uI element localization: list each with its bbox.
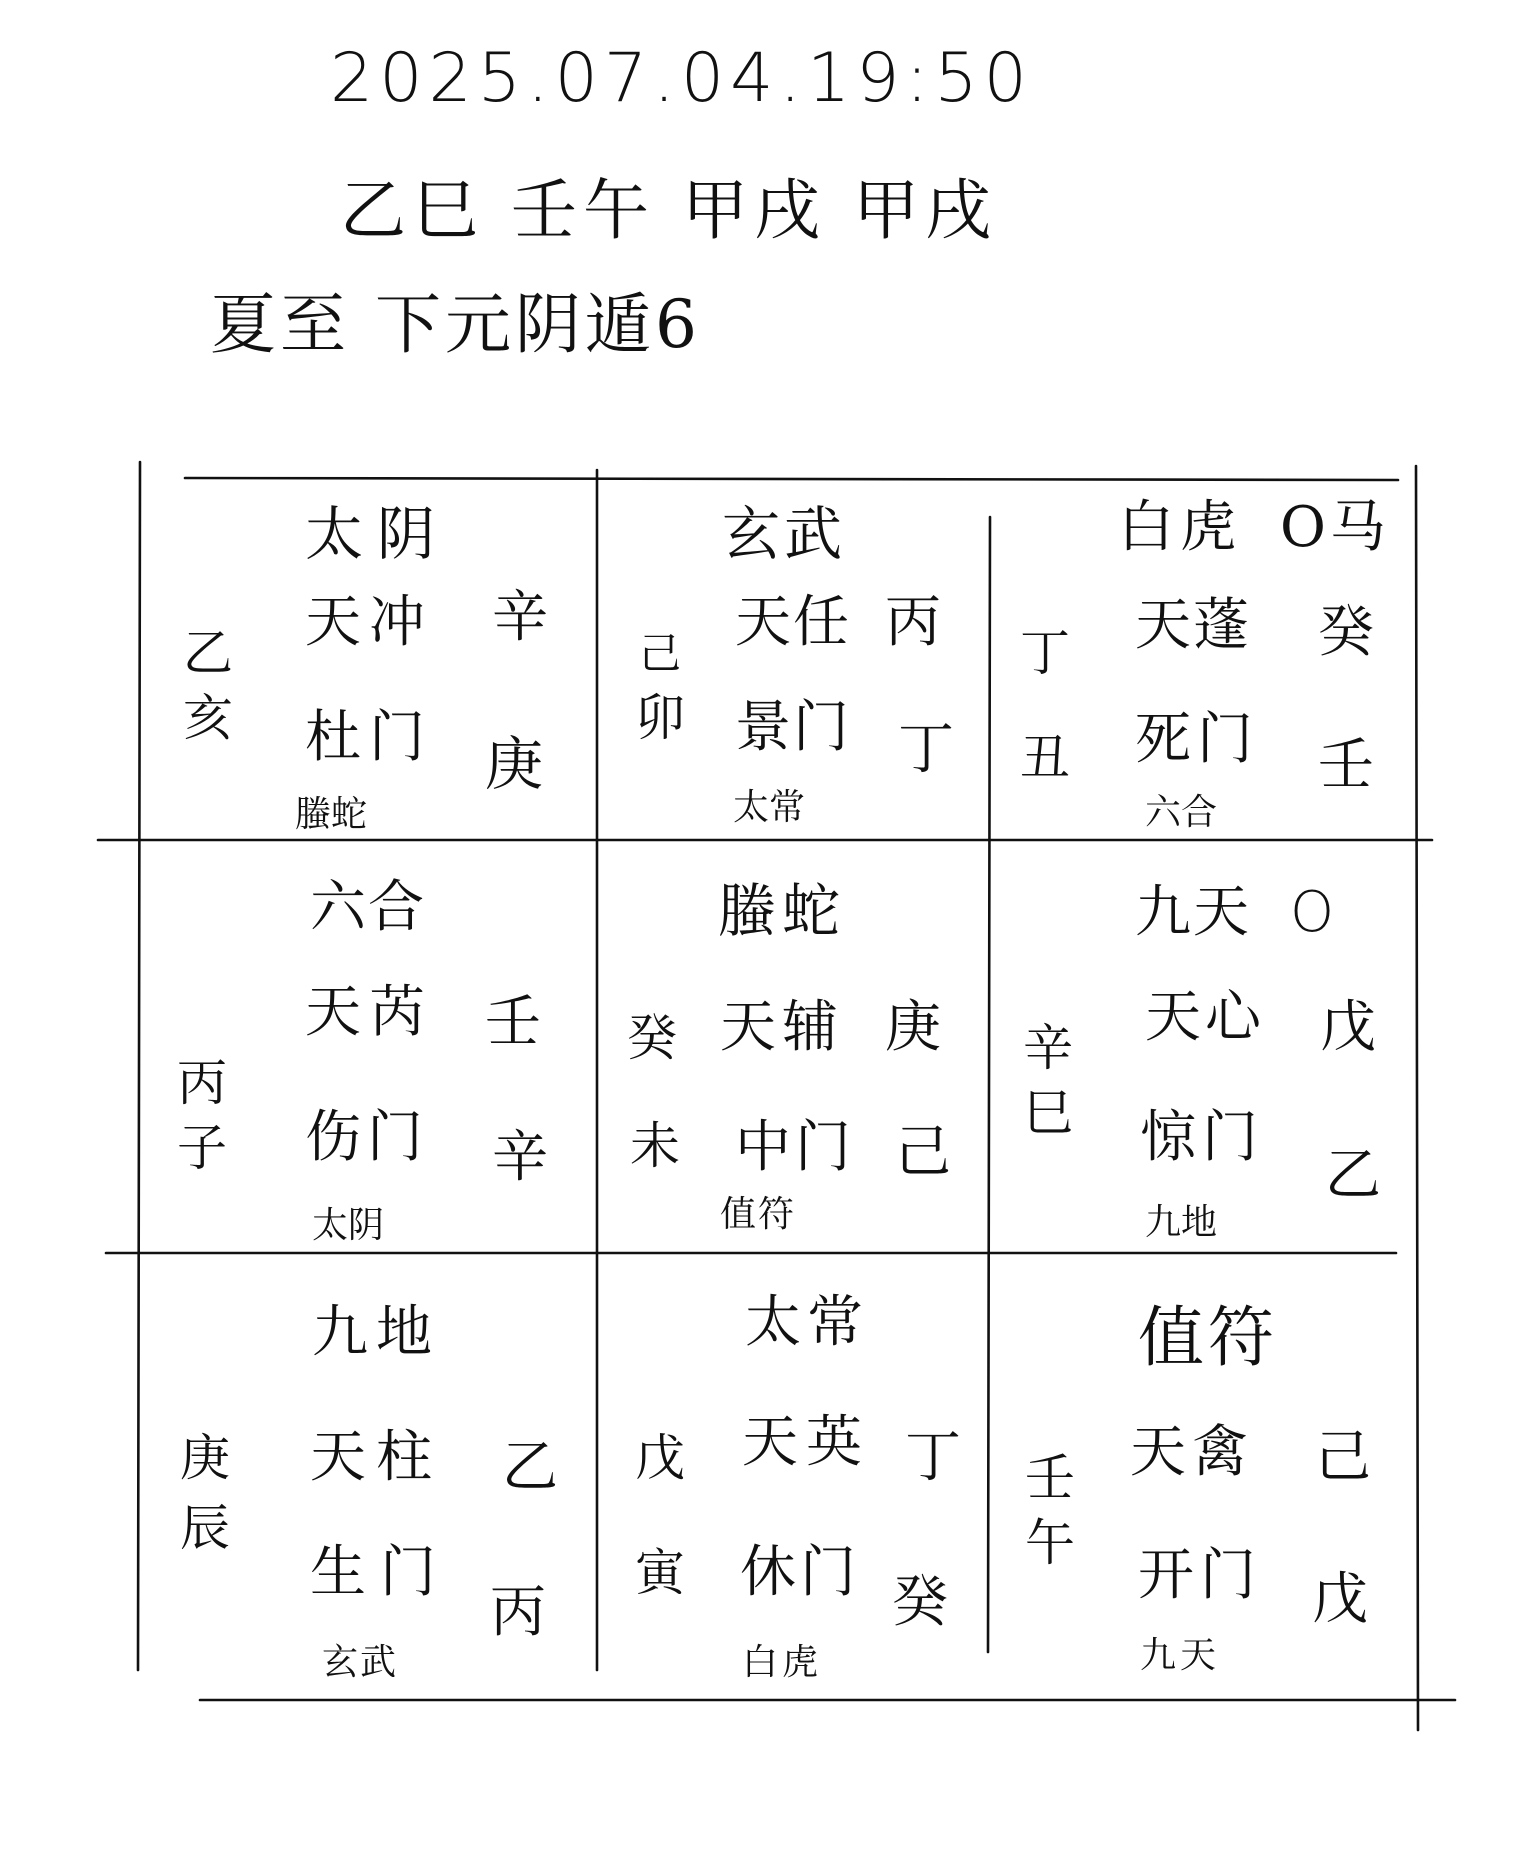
palace-sw-sky-stem: 乙 [502,1435,558,1500]
palace-se-side-gan: 壬 [1025,1449,1075,1507]
palace-n-star: 天任 [735,590,851,655]
palace-center-side-zhi: 未 [630,1117,680,1175]
palace-e-small-god: 九地 [1145,1202,1218,1243]
palace-n-sky-stem: 丙 [885,590,941,655]
palace-ne-god: 白虎 [1118,495,1242,560]
palace-nw-star: 天冲 [305,590,433,655]
chart-datetime: 2025.07.04.19:50 [330,39,1033,118]
palace-nw-small-god: 螣蛇 [295,794,368,835]
palace-ne-star: 天蓬 [1135,593,1251,658]
palace-sw-star: 天柱 [310,1425,442,1490]
palace-w-gate: 伤门 [305,1105,429,1170]
solar-term-ju: 夏至 下元阴遁6 [210,286,701,363]
palace-nw-earth-stem: 庚 [485,730,544,798]
palace-w-star: 天芮 [305,980,433,1045]
palace-center-gate: 中门 [735,1115,855,1180]
palace-nw-gate: 杜门 [305,705,433,770]
palace-se-gate: 开门 [1138,1543,1262,1608]
palace-s-star: 天英 [742,1410,870,1475]
palace-se-earth-stem: 戊 [1312,1567,1368,1632]
palace-center-side-gan: 癸 [627,1009,677,1067]
palace-se-sky-stem: 己 [1315,1425,1371,1490]
palace-e-god: 九天 [1135,880,1251,945]
palace-e-sky-stem: 戊 [1320,995,1376,1060]
palace-n-gate: 景门 [735,695,851,760]
palace-s-small-god: 白虎 [742,1642,823,1683]
palace-center-god: 螣蛇 [718,877,847,945]
palace-w-side-gan: 丙 [177,1054,227,1112]
palace-sw-god: 九地 [312,1300,440,1365]
palace-sw-gate: 生门 [310,1540,450,1605]
palace-ne-sky-stem: 癸 [1318,600,1374,665]
palace-ne-small-god: 六合 [1145,792,1218,833]
palace-s-side-gan: 戊 [635,1429,685,1487]
palace-e-star: 天心 [1145,985,1265,1050]
palace-center-earth-stem: 己 [895,1120,951,1185]
palace-n-god: 玄武 [722,500,847,568]
palace-n-small-god: 太常 [733,787,806,828]
palace-center-sky-stem: 庚 [885,995,941,1060]
palace-n-earth-stem: 丁 [898,717,954,782]
palace-n-side-gan: 己 [638,629,681,678]
palace-sw-side-zhi: 辰 [180,1499,230,1557]
palace-se-side-zhi: 午 [1025,1514,1075,1572]
palace-e-gate: 惊门 [1140,1105,1264,1170]
palace-se-star: 天禽 [1130,1420,1254,1485]
palace-nw-god: 太阴 [305,500,450,568]
palace-ne-earth-stem: 壬 [1318,733,1374,798]
palace-ne-mark: O马 [1280,495,1390,560]
palace-w-small-god: 太阴 [312,1205,385,1246]
palace-nw-sky-stem: 辛 [492,585,548,650]
palace-s-god: 太常 [745,1290,869,1355]
palace-ne-gate: 死门 [1135,707,1259,772]
palace-e-mark: O [1290,880,1335,945]
palace-e-side-gan: 辛 [1023,1019,1073,1077]
palace-w-god: 六合 [310,875,426,940]
palace-n-side-zhi: 卯 [635,689,685,747]
palace-center-star: 天辅 [720,995,844,1060]
palace-w-sky-stem: 壬 [485,990,541,1055]
palace-ne-side-gan: 丁 [1020,624,1070,682]
palace-sw-earth-stem: 丙 [490,1580,546,1645]
palace-sw-small-god: 玄武 [322,1642,399,1683]
palace-se-god: 值符 [1138,1299,1278,1376]
palace-nw-side-zhi: 亥 [183,689,233,747]
palace-w-earth-stem: 辛 [492,1125,548,1190]
palace-center-small-god: 值符 [720,1194,797,1235]
palace-se-small-god: 九天 [1140,1635,1221,1676]
palace-sw-side-gan: 庚 [180,1429,230,1487]
palace-nw-side-gan: 乙 [183,624,233,682]
palace-w-side-zhi: 子 [177,1119,227,1177]
palace-e-side-zhi: 巳 [1023,1084,1073,1142]
palace-s-sky-stem: 丁 [905,1425,961,1490]
palace-s-gate: 休门 [740,1540,860,1605]
palace-e-earth-stem: 乙 [1325,1143,1381,1208]
palace-ne-side-zhi: 丑 [1020,729,1070,787]
palace-s-earth-stem: 癸 [892,1570,948,1635]
four-pillars: 乙巳 壬午 甲戌 甲戌 [340,172,997,249]
palace-s-side-zhi: 寅 [635,1544,685,1602]
